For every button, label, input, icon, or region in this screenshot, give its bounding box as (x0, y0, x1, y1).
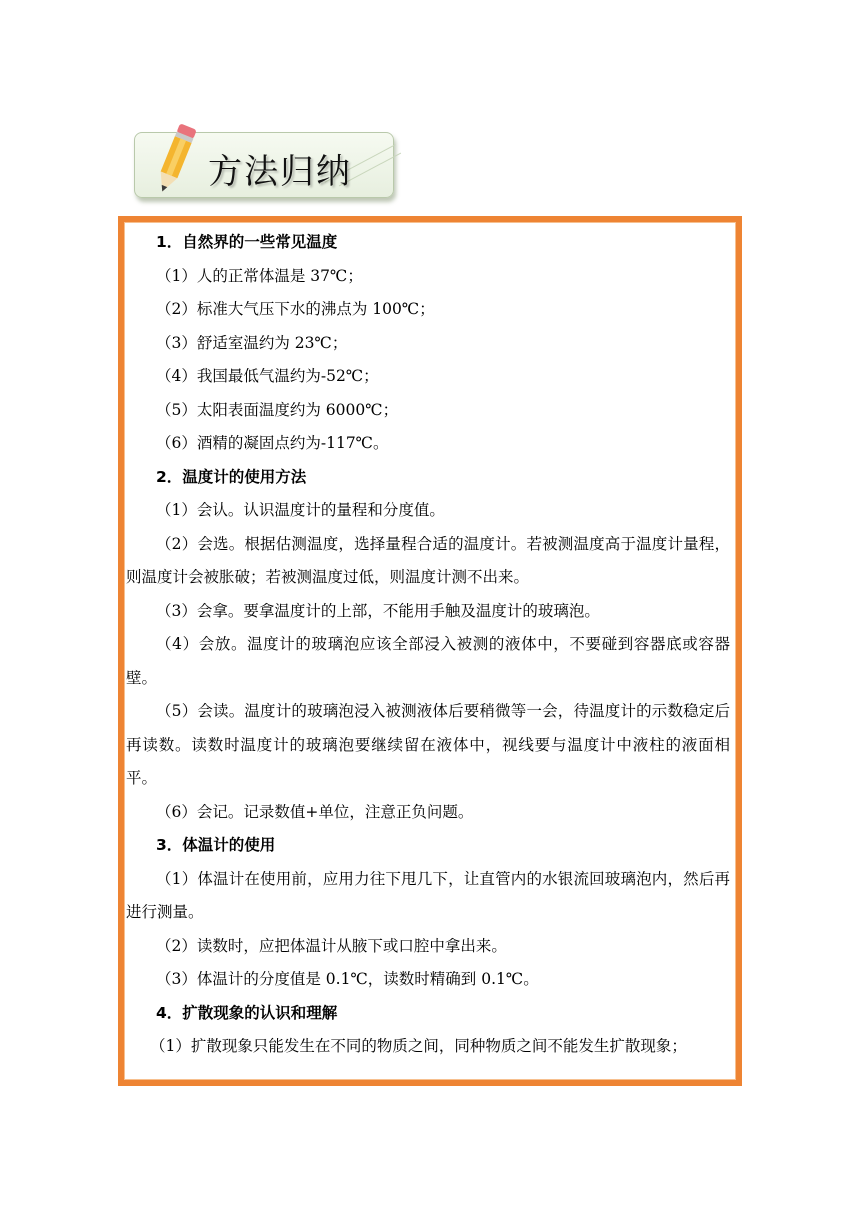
list-item: （1）扩散现象只能发生在不同的物质之间，同种物质之间不能发生扩散现象； (150, 1037, 687, 1055)
section-heading: 4．扩散现象的认识和理解 (156, 1003, 338, 1022)
section-heading: 2．温度计的使用方法 (156, 467, 307, 486)
list-item: （3）舒适室温约为 23℃； (156, 333, 348, 352)
list-item: （4）会放。温度计的玻璃泡应该全部浸入被测的液体中，不要碰到容器底或容器壁。 (126, 635, 730, 687)
content-body (126, 226, 730, 1064)
list-item: （1）体温计在使用前，应用力往下甩几下，让直管内的水银流回玻璃泡内，然后再进行测量。 (126, 869, 730, 921)
list-item: （5）会读。温度计的玻璃泡浸入被测液体后要稍微等一会，待温度计的示数稳定后再读数。读数时温度计的玻璃泡要继续留在液体中，视线要与温度计中液柱的液面相平。 (126, 702, 730, 787)
list-item: （6）酒精的凝固点约为-117℃。 (156, 434, 389, 452)
section-banner (134, 128, 394, 200)
list-item: （2）标准大气压下水的沸点为 100℃； (156, 300, 435, 318)
list-item: （6）会记。记录数值+单位，注意正负问题。 (156, 802, 474, 821)
list-item: （2）会选。根据估测温度，选择量程合适的温度计。若被测温度高于温度计量程，则温度计会被胀破；若被测温度过低，则温度计测不出来。 (126, 534, 730, 586)
pencil-icon (140, 120, 210, 200)
section-heading: 1．自然界的一些常见温度 (156, 233, 338, 251)
list-item: （3）会拿。要拿温度计的上部，不能用手触及温度计的玻璃泡。 (156, 601, 600, 620)
section-heading: 3．体温计的使用 (156, 836, 276, 854)
list-item: （5）太阳表面温度约为 6000℃； (156, 400, 399, 419)
list-item: （1）人的正常体温是 37℃； (156, 266, 363, 285)
list-item: （2）读数时，应把体温计从腋下或口腔中拿出来。 (156, 936, 507, 955)
list-item: （3）体温计的分度值是 0.1℃，读数时精确到 0.1℃。 (156, 970, 539, 988)
banner-title: 方法归纳 (208, 152, 352, 192)
list-item: （1）会认。认识温度计的量程和分度值。 (156, 501, 445, 519)
list-item: （4）我国最低气温约为-52℃； (156, 367, 379, 385)
